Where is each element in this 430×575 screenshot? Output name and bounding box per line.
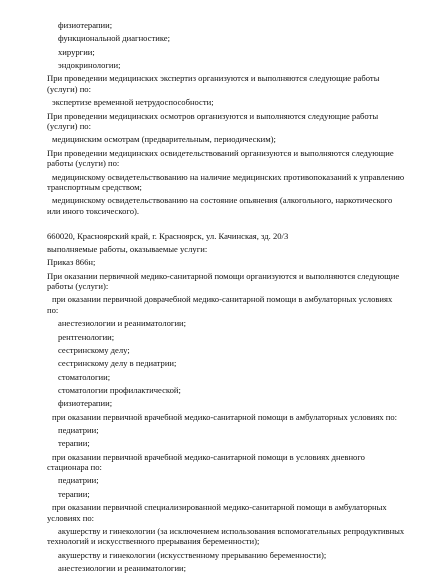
text-line: педиатрии; <box>58 424 99 435</box>
text-line: педиатрии; <box>58 475 99 486</box>
text-line: анестезиологии и реаниматологии; <box>58 563 187 573</box>
text-line: транспортным средством; <box>47 181 142 192</box>
text-line: выполняемые работы, оказываемые услуги: <box>47 243 208 254</box>
text-line: медицинскому освидетельствованию на состояние опьянения (алкогольного, наркотического <box>52 195 393 206</box>
text-line: терапии; <box>58 488 90 499</box>
text-line: физиотерапии; <box>58 20 113 30</box>
text-line: физиотерапии; <box>58 398 113 409</box>
text-line: стоматологии; <box>58 371 111 382</box>
text-line: при оказании первичной доврачебной медико-санитарной помощи в амбулаторных условиях <box>52 294 393 305</box>
text-line: 660020, Красноярский край, г. Красноярск, ул. Качинская, зд. 20/3 <box>47 230 289 241</box>
text-line: терапии; <box>58 438 90 449</box>
text-line: При оказании первичной медико-санитарной помощи организуются и выполняются следующие <box>47 270 400 281</box>
text-line: медицинским осмотрам (предварительным, периодическим); <box>52 134 276 145</box>
text-line: эндокринологии; <box>58 60 121 70</box>
text-line: (услуги) по: <box>47 121 91 131</box>
text-line: при оказании первичной врачебной медико-санитарной помощи в условиях дневного <box>52 451 365 462</box>
text-line: анестезиологии и реаниматологии; <box>58 318 187 329</box>
text-line: по: <box>47 304 59 315</box>
text-line: При проведении медицинских экспертиз организуются и выполняются следующие работы <box>47 73 380 84</box>
text-line: стационара по: <box>47 462 102 472</box>
text-line: условиях по: <box>47 512 95 523</box>
text-line: хирургии; <box>58 46 95 57</box>
text-line: функциональной диагностике; <box>58 33 171 44</box>
text-line: стоматологии профилактической; <box>58 384 181 395</box>
text-line: технологий и искусственного прерывания беременности); <box>47 536 260 547</box>
text-line: сестринскому делу в педиатрии; <box>58 358 177 369</box>
text-line: работы (услуги) по: <box>47 158 120 169</box>
text-line: (услуги) по: <box>47 83 91 94</box>
text-line: акушерству и гинекологии (за исключением использования вспомогательных репродуктивных <box>58 525 405 536</box>
text-line: экспертизе временной нетрудоспособности; <box>52 97 214 108</box>
text-line: акушерству и гинекологии (искусственному прерыванию беременности); <box>58 549 327 560</box>
text-line: сестринскому делу; <box>58 344 130 355</box>
text-line: Приказ 866н; <box>47 257 96 268</box>
text-line: при оказании первичной специализированной медико-санитарной помощи в амбулаторных <box>52 502 387 512</box>
text-line: или иного токсического). <box>47 205 140 216</box>
text-line: рентгенологии; <box>58 331 115 342</box>
text-line: при оказании первичной врачебной медико-санитарной помощи в амбулаторных условиях по: <box>52 411 398 422</box>
text-line: При проведении медицинских осмотров организуются и выполняются следующие работы <box>47 110 379 121</box>
text-line: При проведении медицинских освидетельствований организуются и выполняются следующие <box>47 147 394 158</box>
text-line: медицинскому освидетельствованию на наличие медицинских противопоказаний к управлению <box>52 171 405 182</box>
text-line: работы (услуги): <box>47 281 109 291</box>
